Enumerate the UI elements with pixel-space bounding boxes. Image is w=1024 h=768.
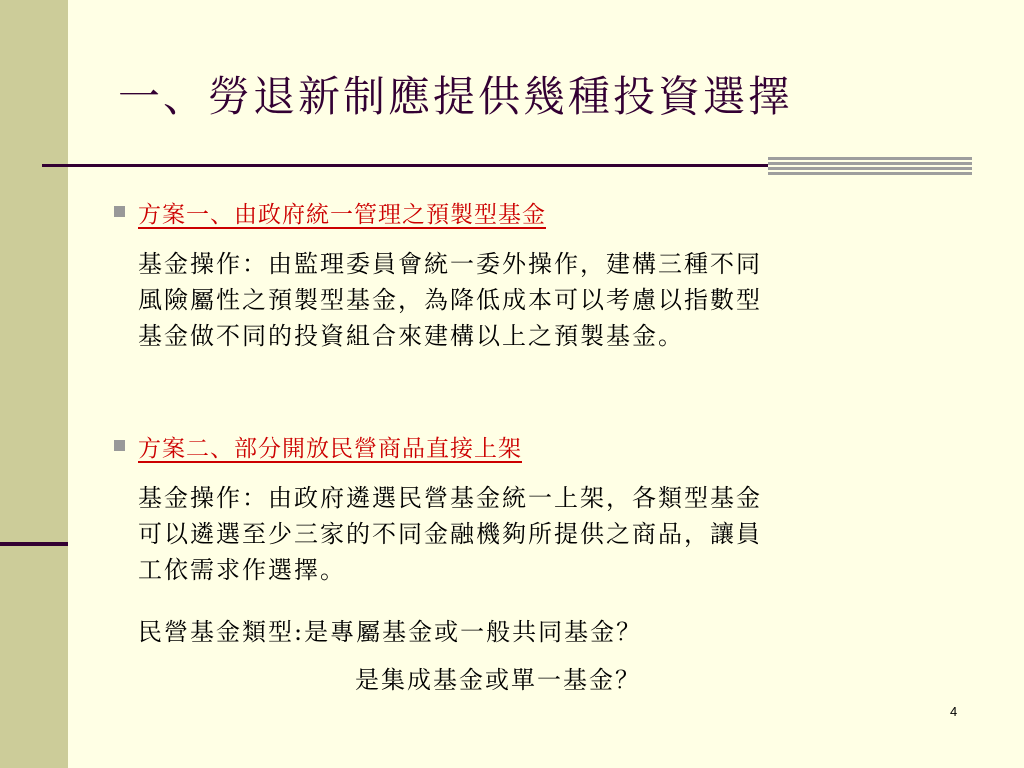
option2-line: 工依需求作選擇。 [138,556,346,584]
option1-line: 基金做不同的投資組合來建構以上之預製基金。 [138,322,684,350]
left-decorative-band [0,0,68,768]
bullet-icon [114,206,125,217]
option2-line: 基金操作：由政府遴選民營基金統一上架，各類型基金 [138,484,762,512]
fund-type-question-2: 是集成基金或單一基金？ [355,666,641,694]
title-accent-stripes [768,157,972,177]
option1-line: 風險屬性之預製型基金，為降低成本可以考慮以指數型 [138,286,762,314]
fund-type-question-1: 民營基金類型:是專屬基金或一般共同基金？ [138,618,643,646]
option1-heading: 方案一、由政府統一管理之預製型基金 [138,202,546,228]
option1-description [138,246,762,354]
option2-heading: 方案二、部分開放民營商品直接上架 [138,436,522,462]
option2-line: 可以遴選至少三家的不同金融機夠所提供之商品，讓員 [138,520,762,548]
left-band-divider [0,542,68,546]
bullet-icon [114,440,125,451]
slide-title: 一、勞退新制應提供幾種投資選擇 [118,72,794,121]
page-number: 4 [950,704,958,719]
option2-description [138,480,762,588]
option1-line: 基金操作：由監理委員會統一委外操作，建構三種不同 [138,250,762,278]
